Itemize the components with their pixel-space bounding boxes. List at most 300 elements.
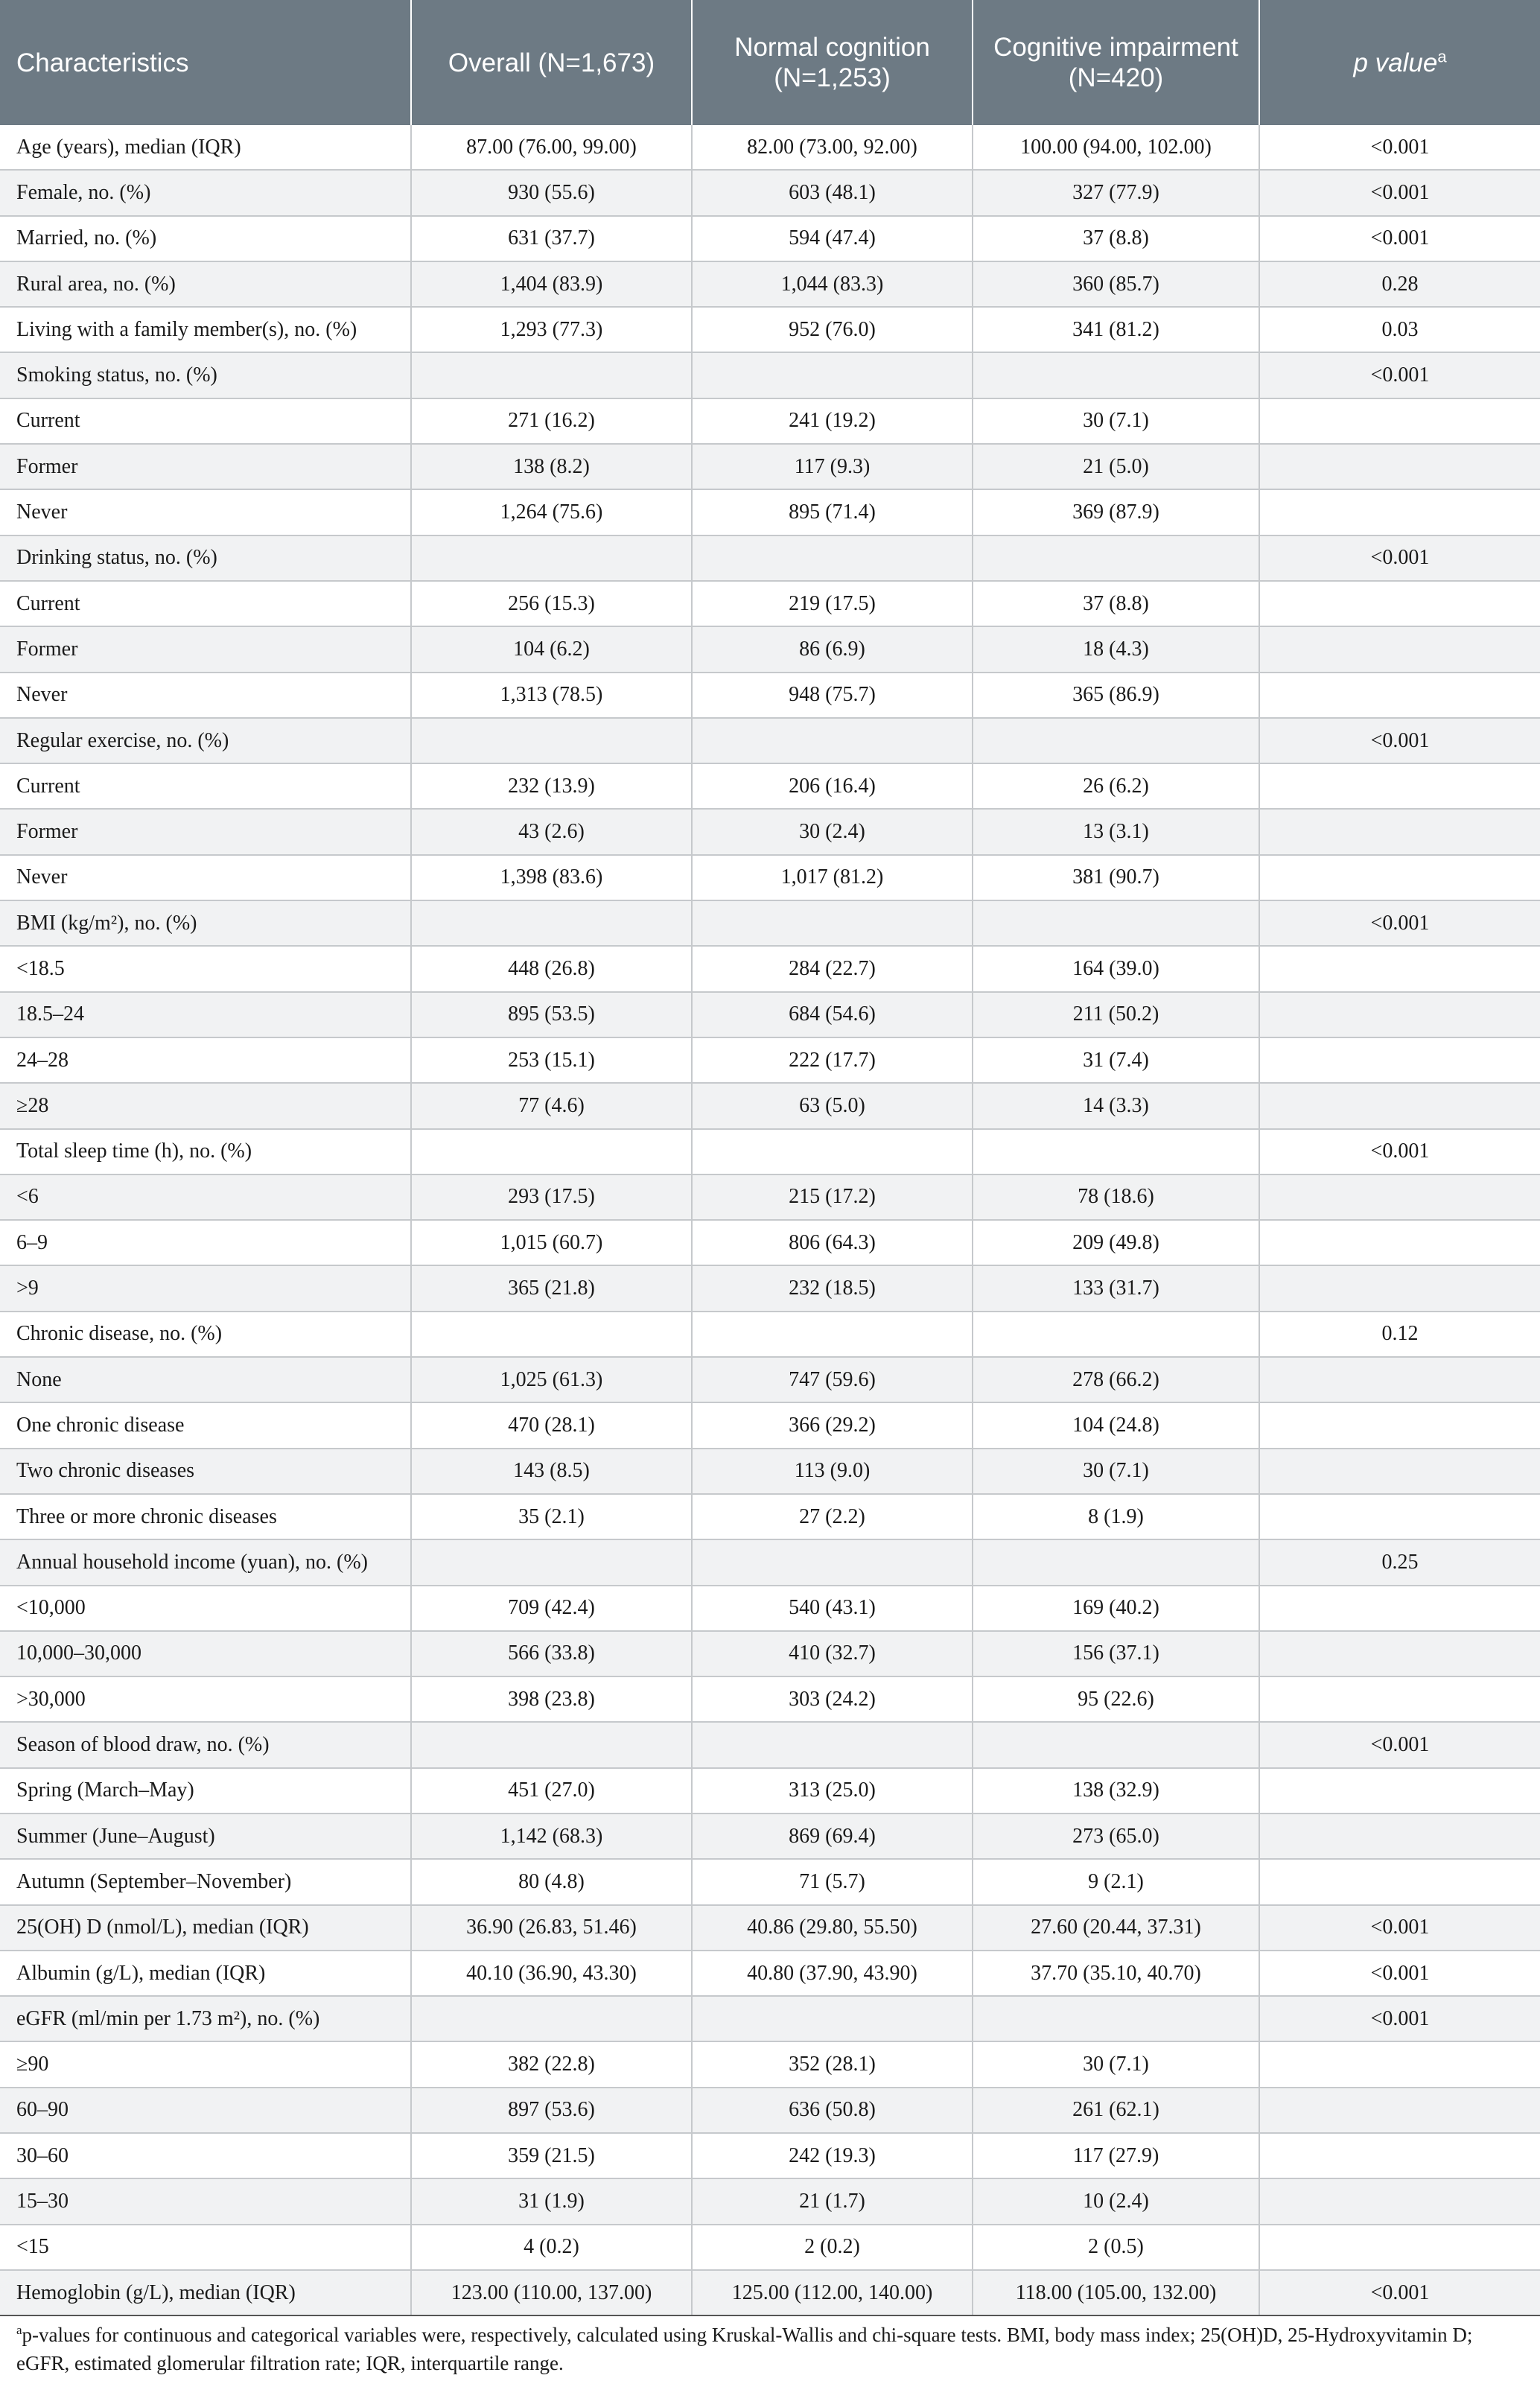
table-row: [0, 1494, 1540, 1539]
cell-normal-cognition: [692, 1129, 973, 1174]
cell-characteristic: One chronic disease: [0, 1402, 411, 1448]
cell-cognitive-impairment: 26 (6.2): [973, 763, 1259, 809]
cell-cognitive-impairment: 273 (65.0): [973, 1814, 1259, 1859]
cell-p-value: [1259, 1814, 1540, 1859]
cell-cognitive-impairment: 169 (40.2): [973, 1586, 1259, 1631]
cell-characteristic: ≥90: [0, 2041, 411, 2087]
cell-overall: 31 (1.9): [411, 2178, 692, 2224]
cell-characteristic: BMI (kg/m²), no. (%): [0, 900, 411, 946]
cell-overall: 1,293 (77.3): [411, 307, 692, 352]
cell-overall: 566 (33.8): [411, 1631, 692, 1676]
cell-p-value: 0.03: [1259, 307, 1540, 352]
cell-characteristic: eGFR (ml/min per 1.73 m²), no. (%): [0, 1996, 411, 2041]
cell-p-value: [1259, 2178, 1540, 2224]
table-row: [0, 581, 1540, 626]
cell-p-value: <0.001: [1259, 1905, 1540, 1951]
cell-normal-cognition: 1,017 (81.2): [692, 855, 973, 900]
cell-normal-cognition: 352 (28.1): [692, 2041, 973, 2087]
table-row: [0, 1951, 1540, 1996]
cell-characteristic: Total sleep time (h), no. (%): [0, 1129, 411, 1174]
cell-characteristic: <6: [0, 1174, 411, 1220]
cell-normal-cognition: 206 (16.4): [692, 763, 973, 809]
table-row: [0, 1083, 1540, 1128]
cell-normal-cognition: [692, 1539, 973, 1585]
cell-cognitive-impairment: [973, 1312, 1259, 1357]
cell-normal-cognition: 242 (19.3): [692, 2133, 973, 2178]
cell-characteristic: 18.5–24: [0, 992, 411, 1037]
cell-p-value: <0.001: [1259, 352, 1540, 398]
cell-normal-cognition: 2 (0.2): [692, 2225, 973, 2270]
cell-normal-cognition: 117 (9.3): [692, 444, 973, 489]
cell-normal-cognition: [692, 352, 973, 398]
cell-overall: 448 (26.8): [411, 946, 692, 991]
cell-overall: 1,264 (75.6): [411, 489, 692, 535]
cell-normal-cognition: 594 (47.4): [692, 216, 973, 261]
table-row: [0, 763, 1540, 809]
cell-p-value: <0.001: [1259, 535, 1540, 581]
cell-overall: 271 (16.2): [411, 398, 692, 444]
table-row: [0, 1037, 1540, 1083]
cell-characteristic: Rural area, no. (%): [0, 261, 411, 307]
cell-p-value: <0.001: [1259, 1129, 1540, 1174]
cell-overall: 104 (6.2): [411, 626, 692, 672]
table-row: [0, 673, 1540, 718]
table-row: [0, 1722, 1540, 1767]
cell-cognitive-impairment: 8 (1.9): [973, 1494, 1259, 1539]
header-normal-n: (N=1,253): [774, 63, 891, 92]
cell-p-value: [1259, 1631, 1540, 1676]
table-row: [0, 1996, 1540, 2041]
cell-normal-cognition: 684 (54.6): [692, 992, 973, 1037]
header-overall: Overall (N=1,673): [411, 0, 692, 125]
cell-normal-cognition: 222 (17.7): [692, 1037, 973, 1083]
table-row: [0, 1265, 1540, 1311]
table-row: [0, 2270, 1540, 2315]
cell-cognitive-impairment: 30 (7.1): [973, 1449, 1259, 1494]
cell-characteristic: Former: [0, 809, 411, 854]
table-row: [0, 1312, 1540, 1357]
table-row: [0, 2225, 1540, 2270]
table-row: [0, 1129, 1540, 1174]
cell-characteristic: Smoking status, no. (%): [0, 352, 411, 398]
cell-cognitive-impairment: 27.60 (20.44, 37.31): [973, 1905, 1259, 1951]
cell-p-value: <0.001: [1259, 1722, 1540, 1767]
cell-characteristic: Never: [0, 489, 411, 535]
cell-overall: 35 (2.1): [411, 1494, 692, 1539]
cell-cognitive-impairment: 37 (8.8): [973, 581, 1259, 626]
table-row: [0, 946, 1540, 991]
cell-normal-cognition: 410 (32.7): [692, 1631, 973, 1676]
cell-characteristic: 6–9: [0, 1220, 411, 1265]
table-row: [0, 718, 1540, 763]
cell-overall: [411, 1722, 692, 1767]
cell-overall: 87.00 (76.00, 99.00): [411, 125, 692, 170]
cell-characteristic: Never: [0, 855, 411, 900]
cell-overall: 143 (8.5): [411, 1449, 692, 1494]
cell-p-value: [1259, 946, 1540, 991]
cell-p-value: <0.001: [1259, 170, 1540, 215]
cell-normal-cognition: 21 (1.7): [692, 2178, 973, 2224]
cell-normal-cognition: 747 (59.6): [692, 1357, 973, 1402]
cell-p-value: [1259, 1037, 1540, 1083]
cell-normal-cognition: 806 (64.3): [692, 1220, 973, 1265]
cell-overall: 1,015 (60.7): [411, 1220, 692, 1265]
cell-normal-cognition: 540 (43.1): [692, 1586, 973, 1631]
cell-normal-cognition: 125.00 (112.00, 140.00): [692, 2270, 973, 2315]
table-row: [0, 2041, 1540, 2087]
cell-cognitive-impairment: 360 (85.7): [973, 261, 1259, 307]
cell-p-value: [1259, 2088, 1540, 2133]
cell-p-value: [1259, 581, 1540, 626]
cell-p-value: [1259, 1859, 1540, 1904]
cell-normal-cognition: 869 (69.4): [692, 1814, 973, 1859]
table-body: [0, 125, 1540, 2315]
cell-characteristic: Season of blood draw, no. (%): [0, 1722, 411, 1767]
cell-overall: 382 (22.8): [411, 2041, 692, 2087]
cell-normal-cognition: 948 (75.7): [692, 673, 973, 718]
cell-p-value: [1259, 1586, 1540, 1631]
table-row: [0, 1539, 1540, 1585]
cell-overall: 365 (21.8): [411, 1265, 692, 1311]
cell-p-value: [1259, 2133, 1540, 2178]
table-row: [0, 1402, 1540, 1448]
cell-cognitive-impairment: [973, 535, 1259, 581]
table-row: [0, 1859, 1540, 1904]
cell-p-value: [1259, 1174, 1540, 1220]
cell-p-value: 0.25: [1259, 1539, 1540, 1585]
table-row: [0, 1768, 1540, 1814]
cell-characteristic: 24–28: [0, 1037, 411, 1083]
table-row: [0, 216, 1540, 261]
cell-characteristic: Former: [0, 626, 411, 672]
cell-normal-cognition: 219 (17.5): [692, 581, 973, 626]
table-row: [0, 1174, 1540, 1220]
cell-overall: 451 (27.0): [411, 1768, 692, 1814]
cell-overall: 895 (53.5): [411, 992, 692, 1037]
cell-overall: 1,398 (83.6): [411, 855, 692, 900]
table-row: [0, 352, 1540, 398]
cell-characteristic: Living with a family member(s), no. (%): [0, 307, 411, 352]
cell-overall: 77 (4.6): [411, 1083, 692, 1128]
cell-normal-cognition: [692, 1722, 973, 1767]
cell-cognitive-impairment: 118.00 (105.00, 132.00): [973, 2270, 1259, 2315]
cell-overall: 80 (4.8): [411, 1859, 692, 1904]
cell-overall: [411, 718, 692, 763]
cell-overall: 123.00 (110.00, 137.00): [411, 2270, 692, 2315]
cell-p-value: [1259, 398, 1540, 444]
cell-characteristic: Female, no. (%): [0, 170, 411, 215]
cell-overall: 138 (8.2): [411, 444, 692, 489]
cell-characteristic: None: [0, 1357, 411, 1402]
cell-normal-cognition: 40.86 (29.80, 55.50): [692, 1905, 973, 1951]
table-row: [0, 1586, 1540, 1631]
cell-cognitive-impairment: 30 (7.1): [973, 398, 1259, 444]
cell-p-value: [1259, 673, 1540, 718]
cell-cognitive-impairment: 369 (87.9): [973, 489, 1259, 535]
cell-cognitive-impairment: [973, 1539, 1259, 1585]
cell-characteristic: <18.5: [0, 946, 411, 991]
cell-overall: 709 (42.4): [411, 1586, 692, 1631]
cell-characteristic: Two chronic diseases: [0, 1449, 411, 1494]
cell-overall: 232 (13.9): [411, 763, 692, 809]
cell-cognitive-impairment: 156 (37.1): [973, 1631, 1259, 1676]
cell-cognitive-impairment: 117 (27.9): [973, 2133, 1259, 2178]
cell-overall: [411, 900, 692, 946]
cell-normal-cognition: [692, 535, 973, 581]
table-row: [0, 125, 1540, 170]
cell-cognitive-impairment: 104 (24.8): [973, 1402, 1259, 1448]
cell-overall: 897 (53.6): [411, 2088, 692, 2133]
footnote-text: p-values for continuous and categorical variables were, respectively, calculated using Kruskal-Wallis and chi-square tests. BMI, body mass index; 25(OH)D, 25-Hydroxyvitamin D; eGFR, estimated glomerular filtration rate; IQR, interquartile range.: [16, 2324, 1473, 2374]
cell-normal-cognition: [692, 718, 973, 763]
cell-cognitive-impairment: 278 (66.2): [973, 1357, 1259, 1402]
cell-p-value: [1259, 1357, 1540, 1402]
cell-overall: [411, 1539, 692, 1585]
cell-cognitive-impairment: 37 (8.8): [973, 216, 1259, 261]
cell-characteristic: Married, no. (%): [0, 216, 411, 261]
cell-cognitive-impairment: 37.70 (35.10, 40.70): [973, 1951, 1259, 1996]
cell-overall: [411, 1312, 692, 1357]
cell-characteristic: 30–60: [0, 2133, 411, 2178]
cell-p-value: [1259, 1083, 1540, 1128]
cell-p-value: <0.001: [1259, 1996, 1540, 2041]
cell-overall: 293 (17.5): [411, 1174, 692, 1220]
cell-overall: 470 (28.1): [411, 1402, 692, 1448]
cell-normal-cognition: 86 (6.9): [692, 626, 973, 672]
cell-characteristic: Summer (June–August): [0, 1814, 411, 1859]
cell-cognitive-impairment: 365 (86.9): [973, 673, 1259, 718]
cell-cognitive-impairment: 14 (3.3): [973, 1083, 1259, 1128]
header-cognitive-impairment: Cognitive impairment (N=420): [973, 0, 1259, 125]
cell-characteristic: Hemoglobin (g/L), median (IQR): [0, 2270, 411, 2315]
cell-overall: 40.10 (36.90, 43.30): [411, 1951, 692, 1996]
table-row: [0, 1676, 1540, 1722]
cell-p-value: [1259, 626, 1540, 672]
cell-overall: 359 (21.5): [411, 2133, 692, 2178]
cell-characteristic: Drinking status, no. (%): [0, 535, 411, 581]
table-header: [0, 0, 1540, 125]
cell-characteristic: <10,000: [0, 1586, 411, 1631]
cell-normal-cognition: 603 (48.1): [692, 170, 973, 215]
cell-cognitive-impairment: 100.00 (94.00, 102.00): [973, 125, 1259, 170]
cell-normal-cognition: 313 (25.0): [692, 1768, 973, 1814]
cell-characteristic: Current: [0, 763, 411, 809]
table-row: [0, 992, 1540, 1037]
cell-normal-cognition: [692, 900, 973, 946]
cell-p-value: <0.001: [1259, 718, 1540, 763]
cell-overall: [411, 535, 692, 581]
cell-p-value: [1259, 444, 1540, 489]
footnote-mark: a: [16, 2323, 22, 2337]
cell-p-value: [1259, 1449, 1540, 1494]
cell-cognitive-impairment: [973, 1129, 1259, 1174]
cell-cognitive-impairment: 164 (39.0): [973, 946, 1259, 991]
table-row: [0, 809, 1540, 854]
cell-overall: 4 (0.2): [411, 2225, 692, 2270]
cell-cognitive-impairment: 30 (7.1): [973, 2041, 1259, 2087]
cell-cognitive-impairment: [973, 900, 1259, 946]
cell-cognitive-impairment: [973, 1996, 1259, 2041]
cell-normal-cognition: 63 (5.0): [692, 1083, 973, 1128]
cell-cognitive-impairment: 10 (2.4): [973, 2178, 1259, 2224]
table-row: [0, 261, 1540, 307]
cell-normal-cognition: 952 (76.0): [692, 307, 973, 352]
cell-p-value: [1259, 489, 1540, 535]
cell-cognitive-impairment: [973, 718, 1259, 763]
cell-cognitive-impairment: 2 (0.5): [973, 2225, 1259, 2270]
cell-normal-cognition: 303 (24.2): [692, 1676, 973, 1722]
cell-normal-cognition: 40.80 (37.90, 43.90): [692, 1951, 973, 1996]
cell-p-value: [1259, 1676, 1540, 1722]
header-characteristics: Characteristics: [0, 0, 411, 125]
cell-characteristic: Never: [0, 673, 411, 718]
table-row: [0, 1631, 1540, 1676]
cell-p-value: [1259, 809, 1540, 854]
table-row: [0, 489, 1540, 535]
cell-p-value: [1259, 763, 1540, 809]
cell-overall: 256 (15.3): [411, 581, 692, 626]
cell-cognitive-impairment: [973, 1722, 1259, 1767]
cell-characteristic: Current: [0, 398, 411, 444]
cell-overall: [411, 1129, 692, 1174]
cell-normal-cognition: 284 (22.7): [692, 946, 973, 991]
cell-p-value: [1259, 1494, 1540, 1539]
header-p-value: p value$^a$: [1259, 0, 1540, 125]
cell-overall: 398 (23.8): [411, 1676, 692, 1722]
table-row: [0, 444, 1540, 489]
cell-overall: 253 (15.1): [411, 1037, 692, 1083]
cell-cognitive-impairment: 21 (5.0): [973, 444, 1259, 489]
cell-characteristic: Three or more chronic diseases: [0, 1494, 411, 1539]
cell-p-value: [1259, 992, 1540, 1037]
cell-normal-cognition: 232 (18.5): [692, 1265, 973, 1311]
table-footnote: [16, 2316, 1521, 2377]
cell-characteristic: Age (years), median (IQR): [0, 125, 411, 170]
cell-cognitive-impairment: 133 (31.7): [973, 1265, 1259, 1311]
cell-normal-cognition: 27 (2.2): [692, 1494, 973, 1539]
cell-cognitive-impairment: 78 (18.6): [973, 1174, 1259, 1220]
table-row: [0, 2088, 1540, 2133]
cell-cognitive-impairment: 261 (62.1): [973, 2088, 1259, 2133]
cell-characteristic: Spring (March–May): [0, 1768, 411, 1814]
cell-p-value: [1259, 2041, 1540, 2087]
cell-characteristic: Albumin (g/L), median (IQR): [0, 1951, 411, 1996]
cell-overall: 631 (37.7): [411, 216, 692, 261]
cell-normal-cognition: 1,044 (83.3): [692, 261, 973, 307]
cell-normal-cognition: 895 (71.4): [692, 489, 973, 535]
header-impair-n: (N=420): [1068, 63, 1164, 92]
cell-characteristic: <15: [0, 2225, 411, 2270]
cell-characteristic: Autumn (September–November): [0, 1859, 411, 1904]
cell-p-value: <0.001: [1259, 2270, 1540, 2315]
cell-characteristic: ≥28: [0, 1083, 411, 1128]
table-row: [0, 2178, 1540, 2224]
cell-characteristic: Chronic disease, no. (%): [0, 1312, 411, 1357]
cell-cognitive-impairment: 381 (90.7): [973, 855, 1259, 900]
table-row: [0, 1357, 1540, 1402]
cell-characteristic: 15–30: [0, 2178, 411, 2224]
cell-overall: [411, 1996, 692, 2041]
cell-characteristic: Current: [0, 581, 411, 626]
table-row: [0, 2133, 1540, 2178]
cell-p-value: 0.28: [1259, 261, 1540, 307]
cell-cognitive-impairment: 18 (4.3): [973, 626, 1259, 672]
table-row: [0, 1220, 1540, 1265]
cell-characteristic: 25(OH) D (nmol/L), median (IQR): [0, 1905, 411, 1951]
cell-characteristic: Regular exercise, no. (%): [0, 718, 411, 763]
table-row: [0, 1449, 1540, 1494]
cell-p-value: [1259, 1768, 1540, 1814]
cell-cognitive-impairment: 211 (50.2): [973, 992, 1259, 1037]
cell-p-value: <0.001: [1259, 216, 1540, 261]
cell-overall: 1,404 (83.9): [411, 261, 692, 307]
cell-characteristic: >30,000: [0, 1676, 411, 1722]
cell-cognitive-impairment: [973, 352, 1259, 398]
cell-overall: [411, 352, 692, 398]
cell-overall: 1,142 (68.3): [411, 1814, 692, 1859]
table-row: [0, 535, 1540, 581]
cell-overall: 43 (2.6): [411, 809, 692, 854]
cell-overall: 36.90 (26.83, 51.46): [411, 1905, 692, 1951]
cell-p-value: <0.001: [1259, 1951, 1540, 1996]
header-normal-cognition: Normal cognition (N=1,253): [692, 0, 973, 125]
table-row: [0, 170, 1540, 215]
cell-p-value: <0.001: [1259, 900, 1540, 946]
table-row: [0, 398, 1540, 444]
cell-p-value: [1259, 1402, 1540, 1448]
cell-characteristic: Former: [0, 444, 411, 489]
cell-normal-cognition: 113 (9.0): [692, 1449, 973, 1494]
cell-p-value: [1259, 1220, 1540, 1265]
cell-overall: 1,313 (78.5): [411, 673, 692, 718]
cell-characteristic: >9: [0, 1265, 411, 1311]
header-overall-n: (N=1,673): [538, 48, 655, 77]
cell-normal-cognition: 636 (50.8): [692, 2088, 973, 2133]
cell-normal-cognition: 241 (19.2): [692, 398, 973, 444]
table-row: [0, 626, 1540, 672]
table-row: [0, 900, 1540, 946]
table-row: [0, 307, 1540, 352]
cell-cognitive-impairment: 209 (49.8): [973, 1220, 1259, 1265]
cell-cognitive-impairment: 9 (2.1): [973, 1859, 1259, 1904]
cell-characteristic: Annual household income (yuan), no. (%): [0, 1539, 411, 1585]
cell-cognitive-impairment: 341 (81.2): [973, 307, 1259, 352]
cell-normal-cognition: 366 (29.2): [692, 1402, 973, 1448]
table-row: [0, 855, 1540, 900]
cell-normal-cognition: [692, 1996, 973, 2041]
cell-cognitive-impairment: 327 (77.9): [973, 170, 1259, 215]
cell-characteristic: 10,000–30,000: [0, 1631, 411, 1676]
cell-overall: 930 (55.6): [411, 170, 692, 215]
cell-cognitive-impairment: 95 (22.6): [973, 1676, 1259, 1722]
cell-p-value: [1259, 855, 1540, 900]
cell-cognitive-impairment: 13 (3.1): [973, 809, 1259, 854]
cell-normal-cognition: [692, 1312, 973, 1357]
cell-overall: 1,025 (61.3): [411, 1357, 692, 1402]
cell-normal-cognition: 82.00 (73.00, 92.00): [692, 125, 973, 170]
cell-cognitive-impairment: 31 (7.4): [973, 1037, 1259, 1083]
table-row: [0, 1905, 1540, 1951]
cell-p-value: [1259, 1265, 1540, 1311]
cell-p-value: <0.001: [1259, 125, 1540, 170]
cell-p-value: [1259, 2225, 1540, 2270]
cell-normal-cognition: 71 (5.7): [692, 1859, 973, 1904]
cell-normal-cognition: 30 (2.4): [692, 809, 973, 854]
cell-characteristic: 60–90: [0, 2088, 411, 2133]
table-row: [0, 1814, 1540, 1859]
cell-normal-cognition: 215 (17.2): [692, 1174, 973, 1220]
cell-p-value: 0.12: [1259, 1312, 1540, 1357]
